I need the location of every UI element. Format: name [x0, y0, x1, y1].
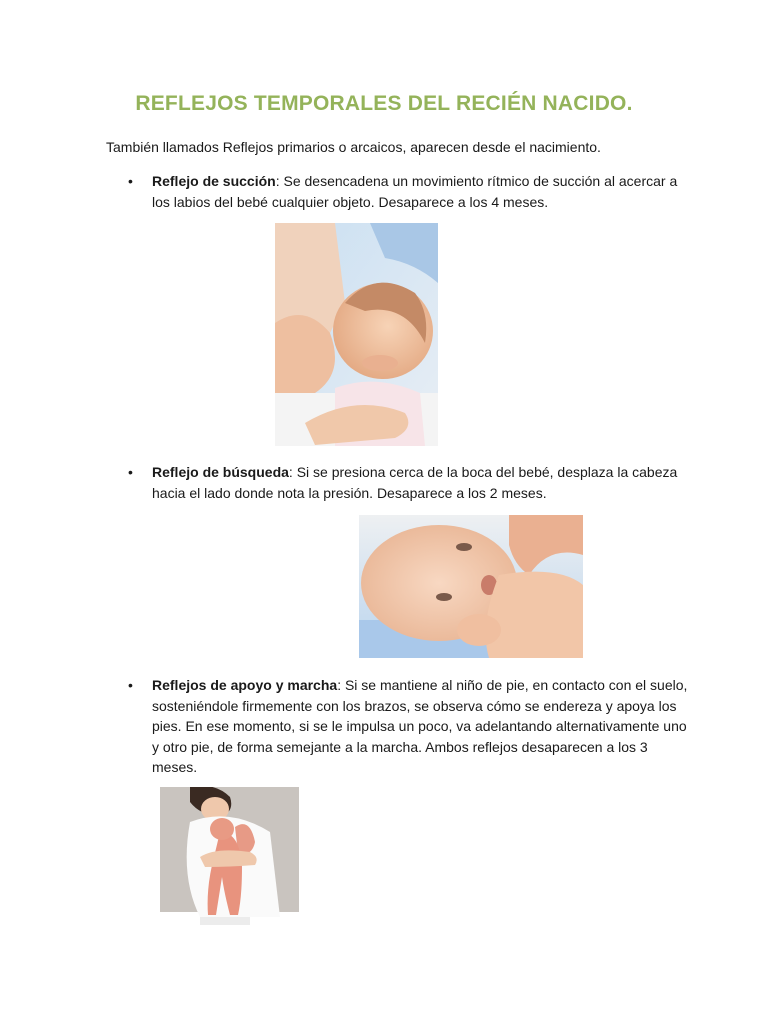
- intro-paragraph: También llamados Reflejos primarios o arcaicos, aparecen desde el nacimiento.: [106, 139, 601, 155]
- baby-rooting-photo: [359, 515, 583, 658]
- list-item-term: Reflejo de succión: [152, 173, 276, 189]
- list-item-description: : Si se presiona cerca de la boca del bebé, desplaza la cabeza hacia el lado donde nota la presión. Desaparece a los 2 meses.: [152, 464, 678, 501]
- baby-stepping-photo: [160, 787, 299, 930]
- list-item-term: Reflejos de apoyo y marcha: [152, 677, 338, 693]
- bullet-icon: •: [128, 677, 133, 693]
- bullet-icon: •: [128, 173, 133, 189]
- list-item-term: Reflejo de búsqueda: [152, 464, 289, 480]
- list-item-text: [152, 462, 688, 503]
- bullet-icon: •: [128, 464, 133, 480]
- breastfeeding-photo: [275, 223, 438, 446]
- list-item-text: [152, 675, 688, 778]
- list-item-description: : Si se mantiene al niño de pie, en contacto con el suelo, sosteniéndole firmemente con los brazos, se observa cómo se endereza y apoya los pies. En ese momento, si se le impulsa un poco, va adelantando alternativamente uno y otro pie, de forma semejante a la marcha. Ambos reflejos desaparecen a los 3 meses.: [152, 677, 688, 775]
- list-item-description: : Se desencadena un movimiento rítmico de succión al acercar a los labios del bebé cualquier objeto. Desaparece a los 4 meses.: [152, 173, 678, 210]
- page-title: REFLEJOS TEMPORALES DEL RECIÉN NACIDO.: [135, 92, 633, 115]
- list-item-text: [152, 171, 688, 212]
